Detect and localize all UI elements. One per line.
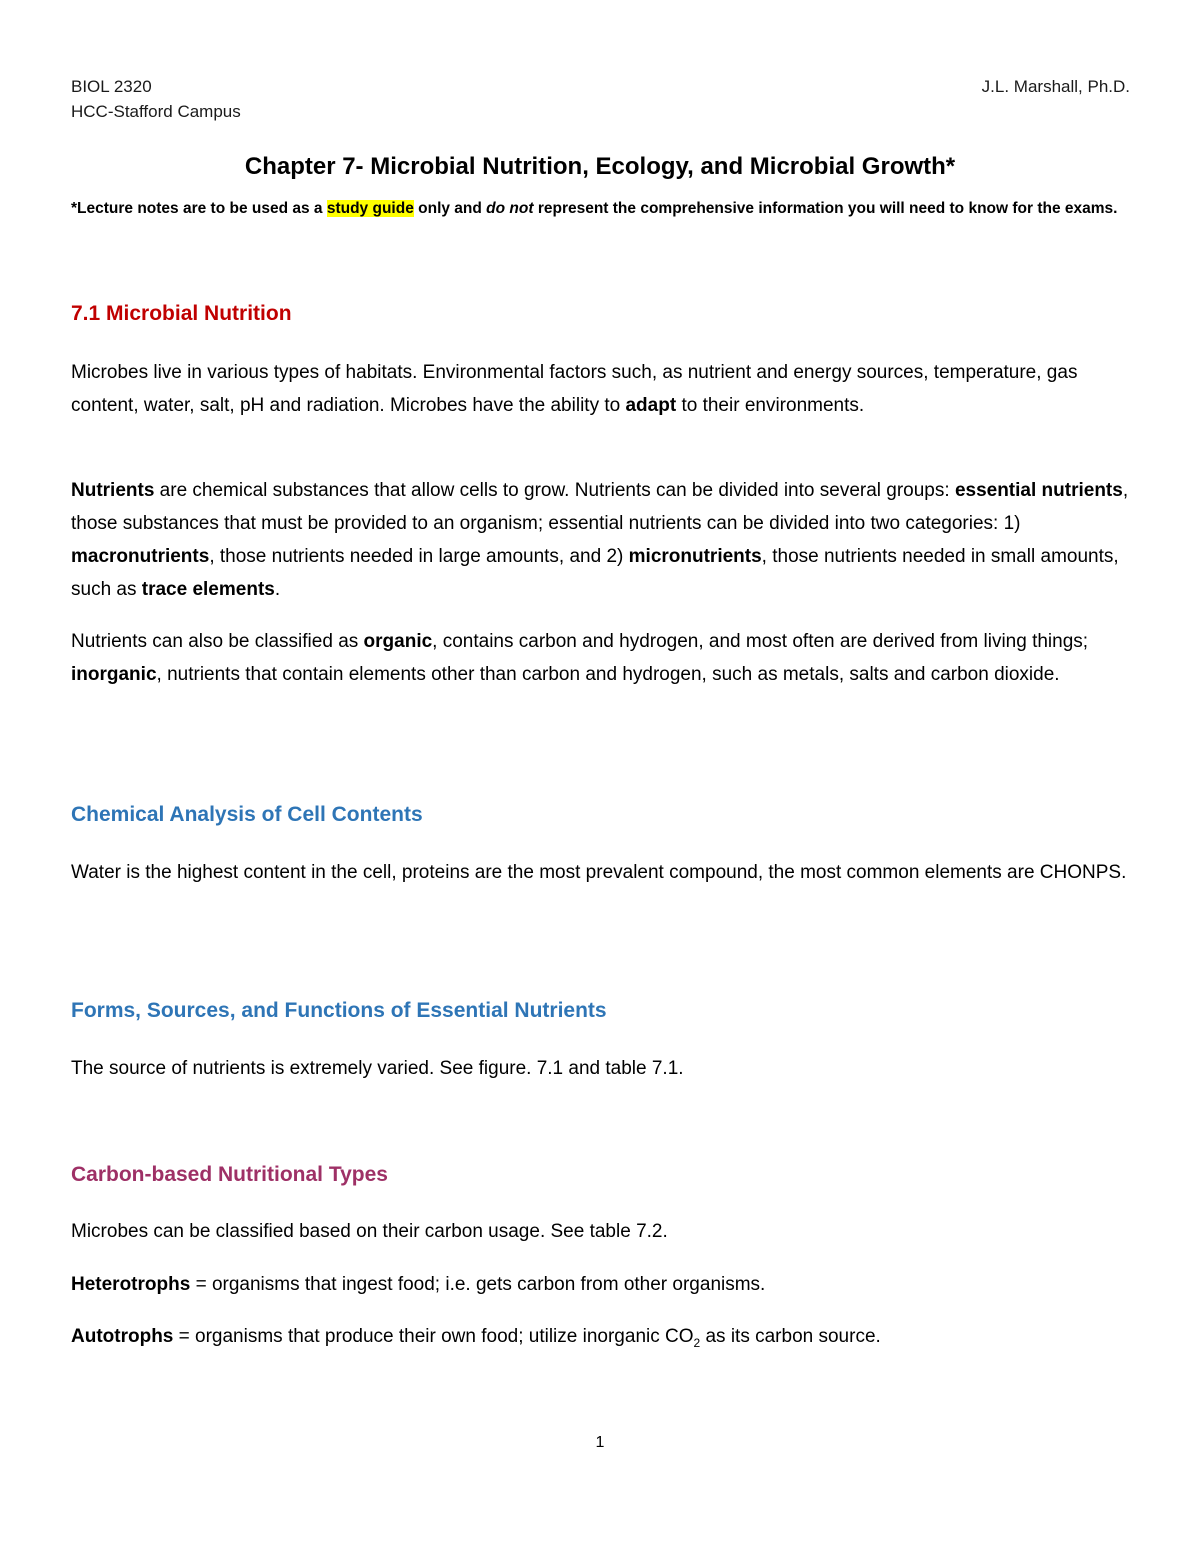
term-nutrients: Nutrients	[71, 480, 155, 501]
instructor-name: J.L. Marshall, Ph.D.	[981, 77, 1130, 96]
term-essential-nutrients: essential nutrients	[954, 480, 1123, 501]
subscript-2: 2	[693, 1335, 701, 1350]
disclaimer-text-1: *Lecture notes are to be used as a	[71, 200, 327, 217]
term-heterotrophs: Heterotrophs	[71, 1274, 191, 1295]
term-organic: organic	[363, 631, 433, 652]
paragraph-chemical-analysis: Water is the highest content in the cell, proteins are the most prevalent compound, the most common elements are CHONPS.	[71, 862, 1127, 883]
highlighted-study-guide: study guide	[326, 200, 414, 217]
term-autotrophs: Autotrophs	[71, 1326, 174, 1347]
section-heading-carbon-types: Carbon-based Nutritional Types	[71, 1163, 388, 1186]
paragraph-habitats: Microbes live in various types of habitats. Environmental factors such, as nutrient and energy sources, temperature, gas content, water, salt, pH and radiation. Microbes have the ability to adapt to their environments.	[71, 362, 1078, 416]
term-adapt: adapt	[625, 395, 677, 416]
disclaimer-italic: do not	[486, 200, 534, 217]
term-trace-elements: trace elements	[141, 579, 275, 600]
section-heading-forms-sources: Forms, Sources, and Functions of Essential Nutrients	[71, 999, 607, 1022]
campus-name: HCC-Stafford Campus	[71, 102, 241, 121]
disclaimer-text-3: represent the comprehensive information you will need to know for the exams.	[533, 200, 1118, 217]
paragraph-nutrients: Nutrients are chemical substances that allow cells to grow. Nutrients can be divided into several groups: essential nutrients, those substances that must be provided to an organism; essential nutrients can be divided into two categories: 1) macronutrients, those nutrients needed in large amounts, and 2) micronutrients, those nutrients needed in small amounts, such as trace elements.	[71, 480, 1129, 600]
definition-heterotrophs: Heterotrophs = organisms that ingest food; i.e. gets carbon from other organisms.	[71, 1274, 766, 1295]
page-number: 1	[595, 1434, 605, 1451]
section-heading-chemical-analysis: Chemical Analysis of Cell Contents	[71, 803, 423, 826]
disclaimer	[71, 195, 1131, 223]
header-left	[71, 74, 241, 124]
course-code: BIOL 2320	[71, 77, 152, 96]
definition-autotrophs: Autotrophs = organisms that produce their own food; utilize inorganic $CO_2$ as its carbon source.	[71, 1326, 881, 1350]
paragraph-organic-inorganic: Nutrients can also be classified as organic, contains carbon and hydrogen, and most often are derived from living things; inorganic, nutrients that contain elements other than carbon and hydrogen, such as metals, salts and carbon dioxide.	[71, 631, 1089, 685]
paragraph-carbon-usage: Microbes can be classified based on their carbon usage. See table 7.2.	[71, 1221, 668, 1242]
term-micronutrients: micronutrients	[628, 546, 762, 567]
disclaimer-text-2: only and	[413, 200, 487, 217]
section-heading-microbial-nutrition: 7.1 Microbial Nutrition	[71, 302, 292, 325]
page-title: Chapter 7- Microbial Nutrition, Ecology, and Microbial Growth*	[244, 153, 956, 180]
term-macronutrients: macronutrients	[71, 546, 210, 567]
term-inorganic: inorganic	[71, 664, 157, 685]
paragraph-forms-sources: The source of nutrients is extremely varied. See figure. 7.1 and table 7.1.	[71, 1058, 684, 1079]
